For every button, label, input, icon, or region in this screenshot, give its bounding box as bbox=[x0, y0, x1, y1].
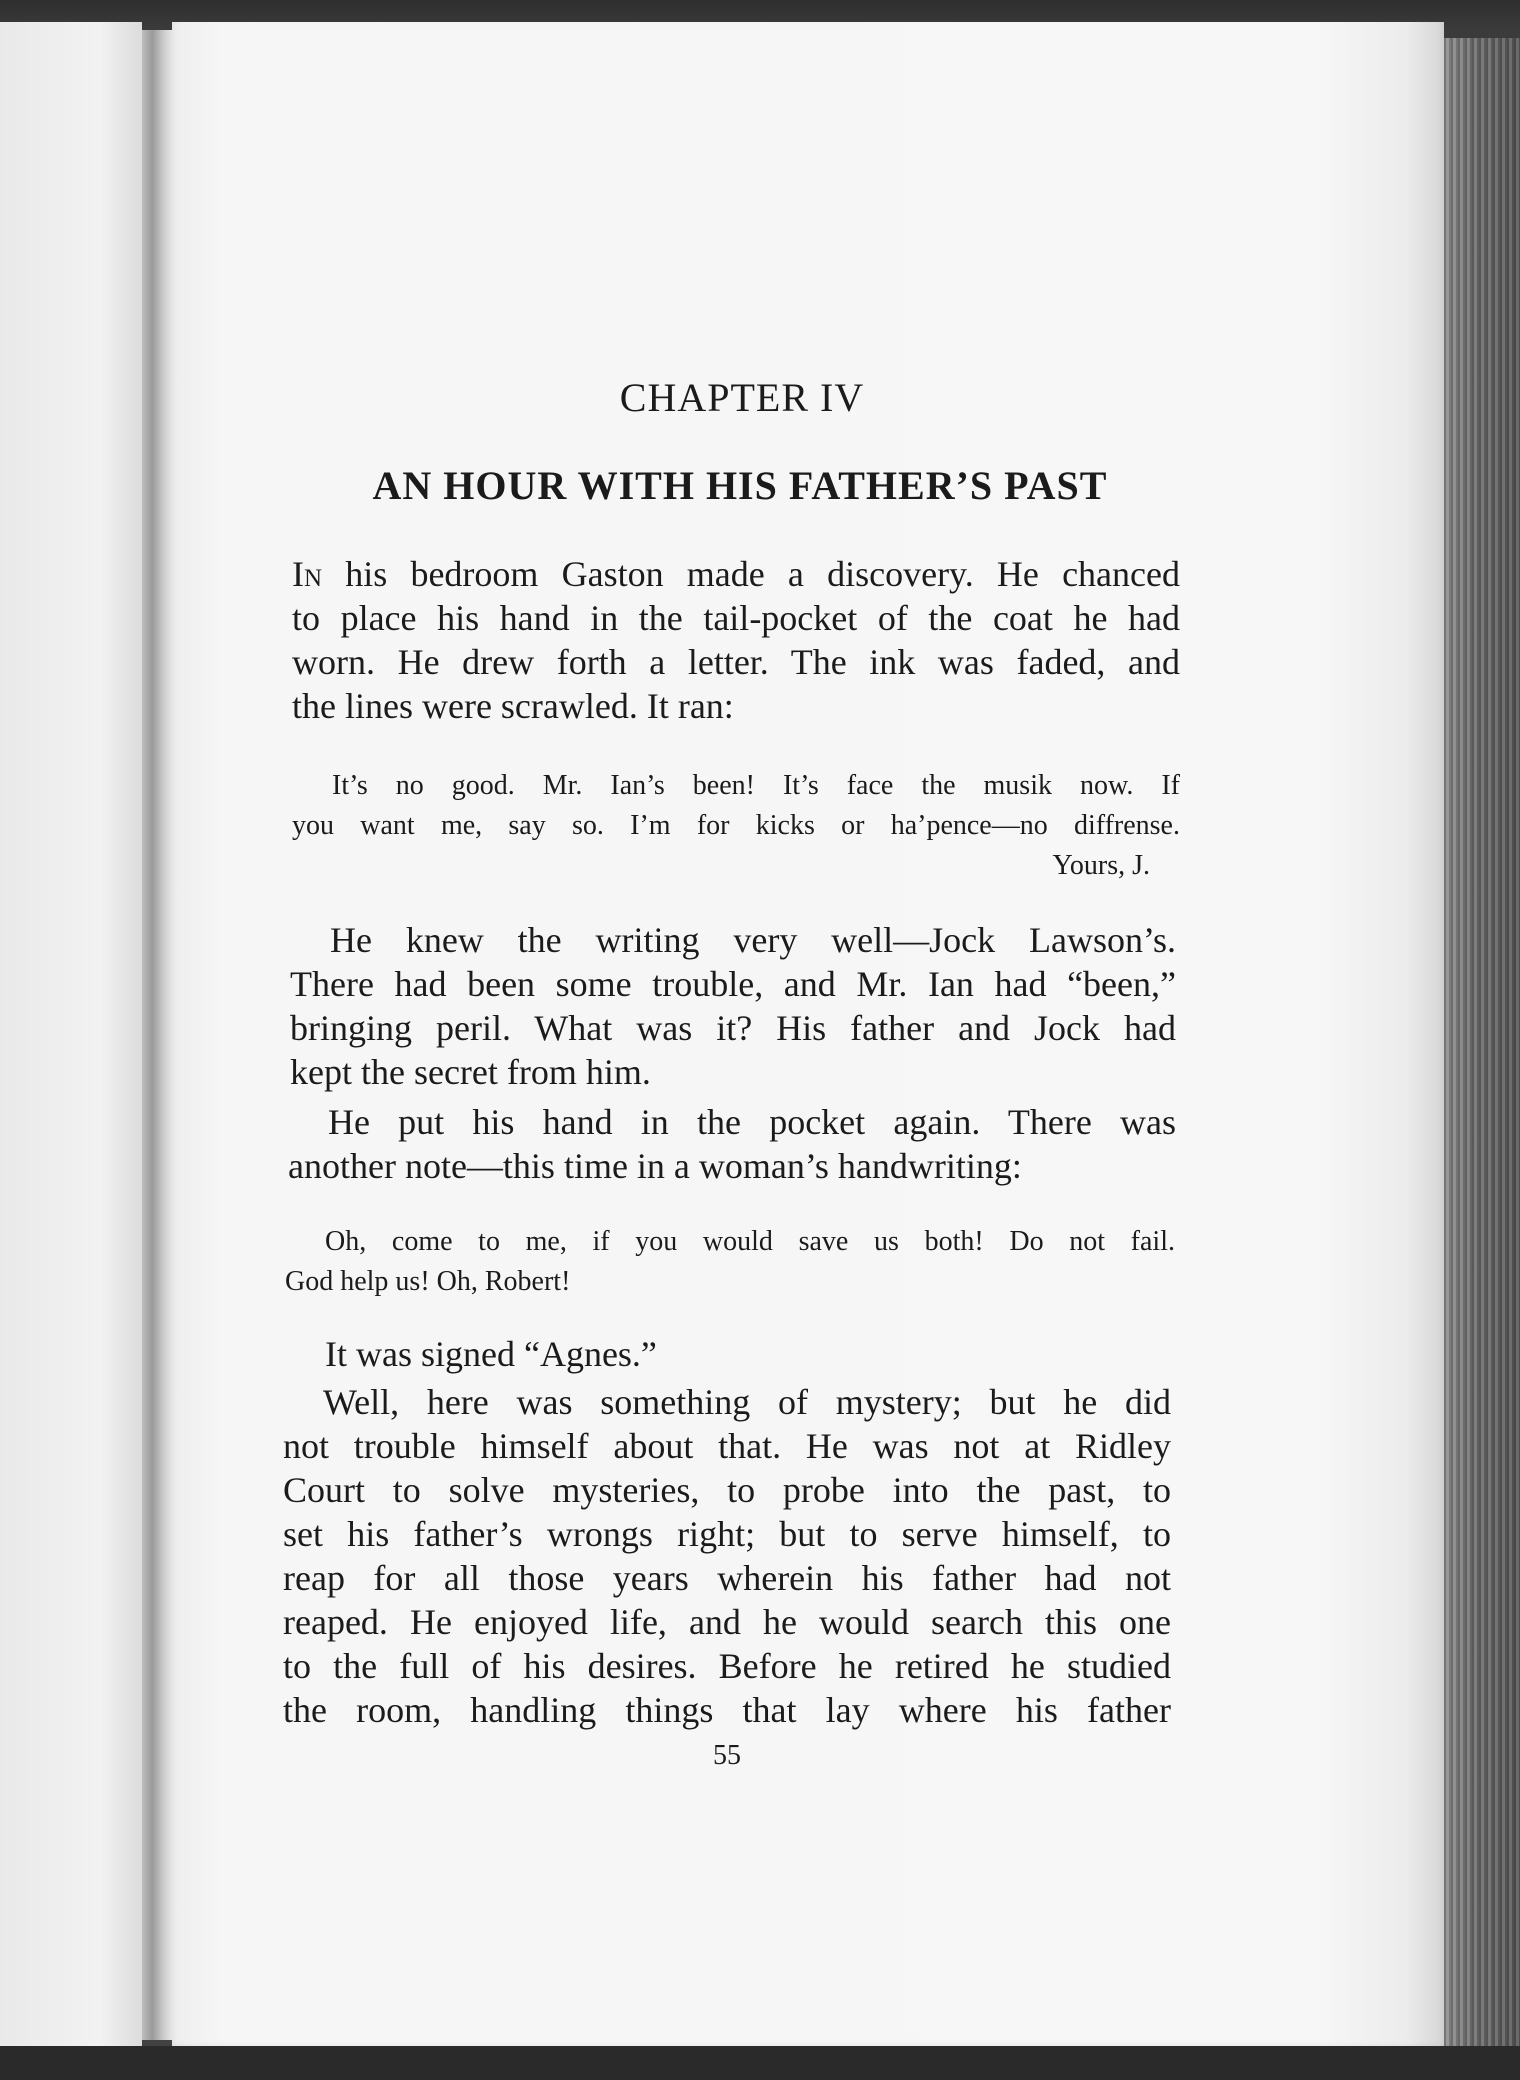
drop-cap-word: In bbox=[292, 554, 323, 594]
paragraph-line: the room, handling things that lay where his father bbox=[283, 1690, 1171, 1730]
paragraph-line: to the full of his desires. Before he retired he studied bbox=[283, 1646, 1171, 1686]
paragraph-line: set his father’s wrongs right; but to serve himself, to bbox=[283, 1514, 1171, 1554]
chapter-number: CHAPTER IV bbox=[619, 375, 865, 420]
paragraph-line: another note—this time in a woman’s handwriting: bbox=[288, 1146, 1022, 1186]
paragraph-line: reap for all those years wherein his father had not bbox=[283, 1558, 1171, 1598]
paragraph-line: the lines were scrawled. It ran: bbox=[292, 686, 734, 726]
paragraph-line: bringing peril. What was it? His father and Jock had bbox=[290, 1008, 1176, 1048]
paragraph-line: Court to solve mysteries, to probe into the past, to bbox=[283, 1470, 1171, 1510]
paragraph-5 bbox=[283, 1380, 1171, 1732]
letter-quote-1 bbox=[292, 766, 1180, 886]
page-fore-edge bbox=[1444, 38, 1520, 2048]
letter-quote-2 bbox=[285, 1222, 1175, 1302]
chapter-title: AN HOUR WITH HIS FATHER’S PAST bbox=[372, 463, 1108, 508]
paragraph-2 bbox=[290, 918, 1176, 1094]
paragraph-line: not trouble himself about that. He was not at Ridley bbox=[283, 1426, 1171, 1466]
paragraph-line: kept the secret from him. bbox=[290, 1052, 651, 1092]
left-page-edge bbox=[0, 22, 142, 2052]
paragraph-line: It was signed “Agnes.” bbox=[325, 1334, 657, 1374]
paragraph-1 bbox=[292, 552, 1180, 728]
letter-signature: Yours, J. bbox=[1052, 850, 1150, 881]
paragraph-line: There had been some trouble, and Mr. Ian had “been,” bbox=[290, 964, 1176, 1004]
letter-line: It’s no good. Mr. Ian’s been! It’s face the musik now. If bbox=[332, 770, 1180, 801]
letter-line: Oh, come to me, if you would save us both! Do not fail. bbox=[325, 1226, 1175, 1257]
paragraph-line: reaped. He enjoyed life, and he would search this one bbox=[283, 1602, 1171, 1642]
paragraph-line: He put his hand in the pocket again. There was bbox=[328, 1102, 1176, 1142]
scan-bottom-edge bbox=[0, 2046, 1520, 2080]
letter-line: God help us! Oh, Robert! bbox=[285, 1266, 571, 1297]
book-gutter bbox=[142, 30, 172, 2040]
letter-line: you want me, say so. I’m for kicks or ha’pence—no diffrense. bbox=[292, 810, 1180, 841]
paragraph-4 bbox=[285, 1332, 1173, 1376]
paragraph-line: worn. He drew forth a letter. The ink was faded, and bbox=[292, 642, 1180, 682]
paragraph-3 bbox=[288, 1100, 1176, 1188]
paragraph-line: In his bedroom Gaston made a discovery. He chanced bbox=[292, 554, 1180, 594]
paragraph-line: Well, here was something of mystery; but he did bbox=[323, 1382, 1171, 1422]
paragraph-line: He knew the writing very well—Jock Lawson’s. bbox=[330, 920, 1176, 960]
paragraph-line: to place his hand in the tail-pocket of the coat he had bbox=[292, 598, 1180, 638]
page-number: 55 bbox=[713, 1740, 741, 1771]
